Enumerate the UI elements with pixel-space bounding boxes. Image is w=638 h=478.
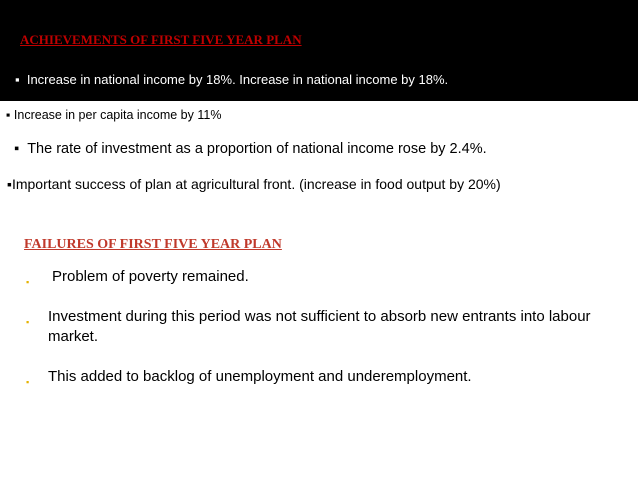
- failure-item-2: [26, 307, 616, 347]
- achievement-item-4: [7, 176, 501, 192]
- bullet-icon: ▪: [26, 317, 30, 327]
- achievement-text: Increase in national income by 18%. Increase in national income by 18%.: [26, 72, 449, 87]
- achievement-text: The rate of investment as a proportion of national income rose by 2.4%.: [27, 141, 487, 157]
- achievement-text: Increase in per capita income by 11%: [13, 108, 222, 122]
- bullet-icon: ▪: [15, 72, 20, 87]
- achievements-heading: ACHIEVEMENTS OF FIRST FIVE YEAR PLAN: [20, 32, 302, 47]
- failures-heading: FAILURES OF FIRST FIVE YEAR PLAN: [24, 237, 282, 252]
- bullet-icon: ▪: [14, 141, 20, 157]
- failure-item-3: [26, 367, 616, 392]
- achievement-item-2: [6, 108, 221, 122]
- bullet-icon: ▪: [26, 377, 30, 387]
- failure-text: Investment during this period was not sufficient to absorb new entrants into labour market.: [48, 308, 591, 345]
- achievement-item-1: [15, 72, 448, 87]
- achievement-text: Important success of plan at agricultural front. (increase in food output by 20%): [11, 176, 501, 192]
- failure-item-1: [26, 267, 616, 292]
- bullet-icon: ▪: [6, 108, 11, 122]
- bullet-icon: ▪: [26, 277, 30, 287]
- failure-text: This added to backlog of unemployment and underemployment.: [48, 368, 472, 385]
- achievement-item-3: [14, 141, 487, 157]
- bullet-icon: ▪: [7, 176, 12, 192]
- failure-text: Problem of poverty remained.: [52, 268, 249, 285]
